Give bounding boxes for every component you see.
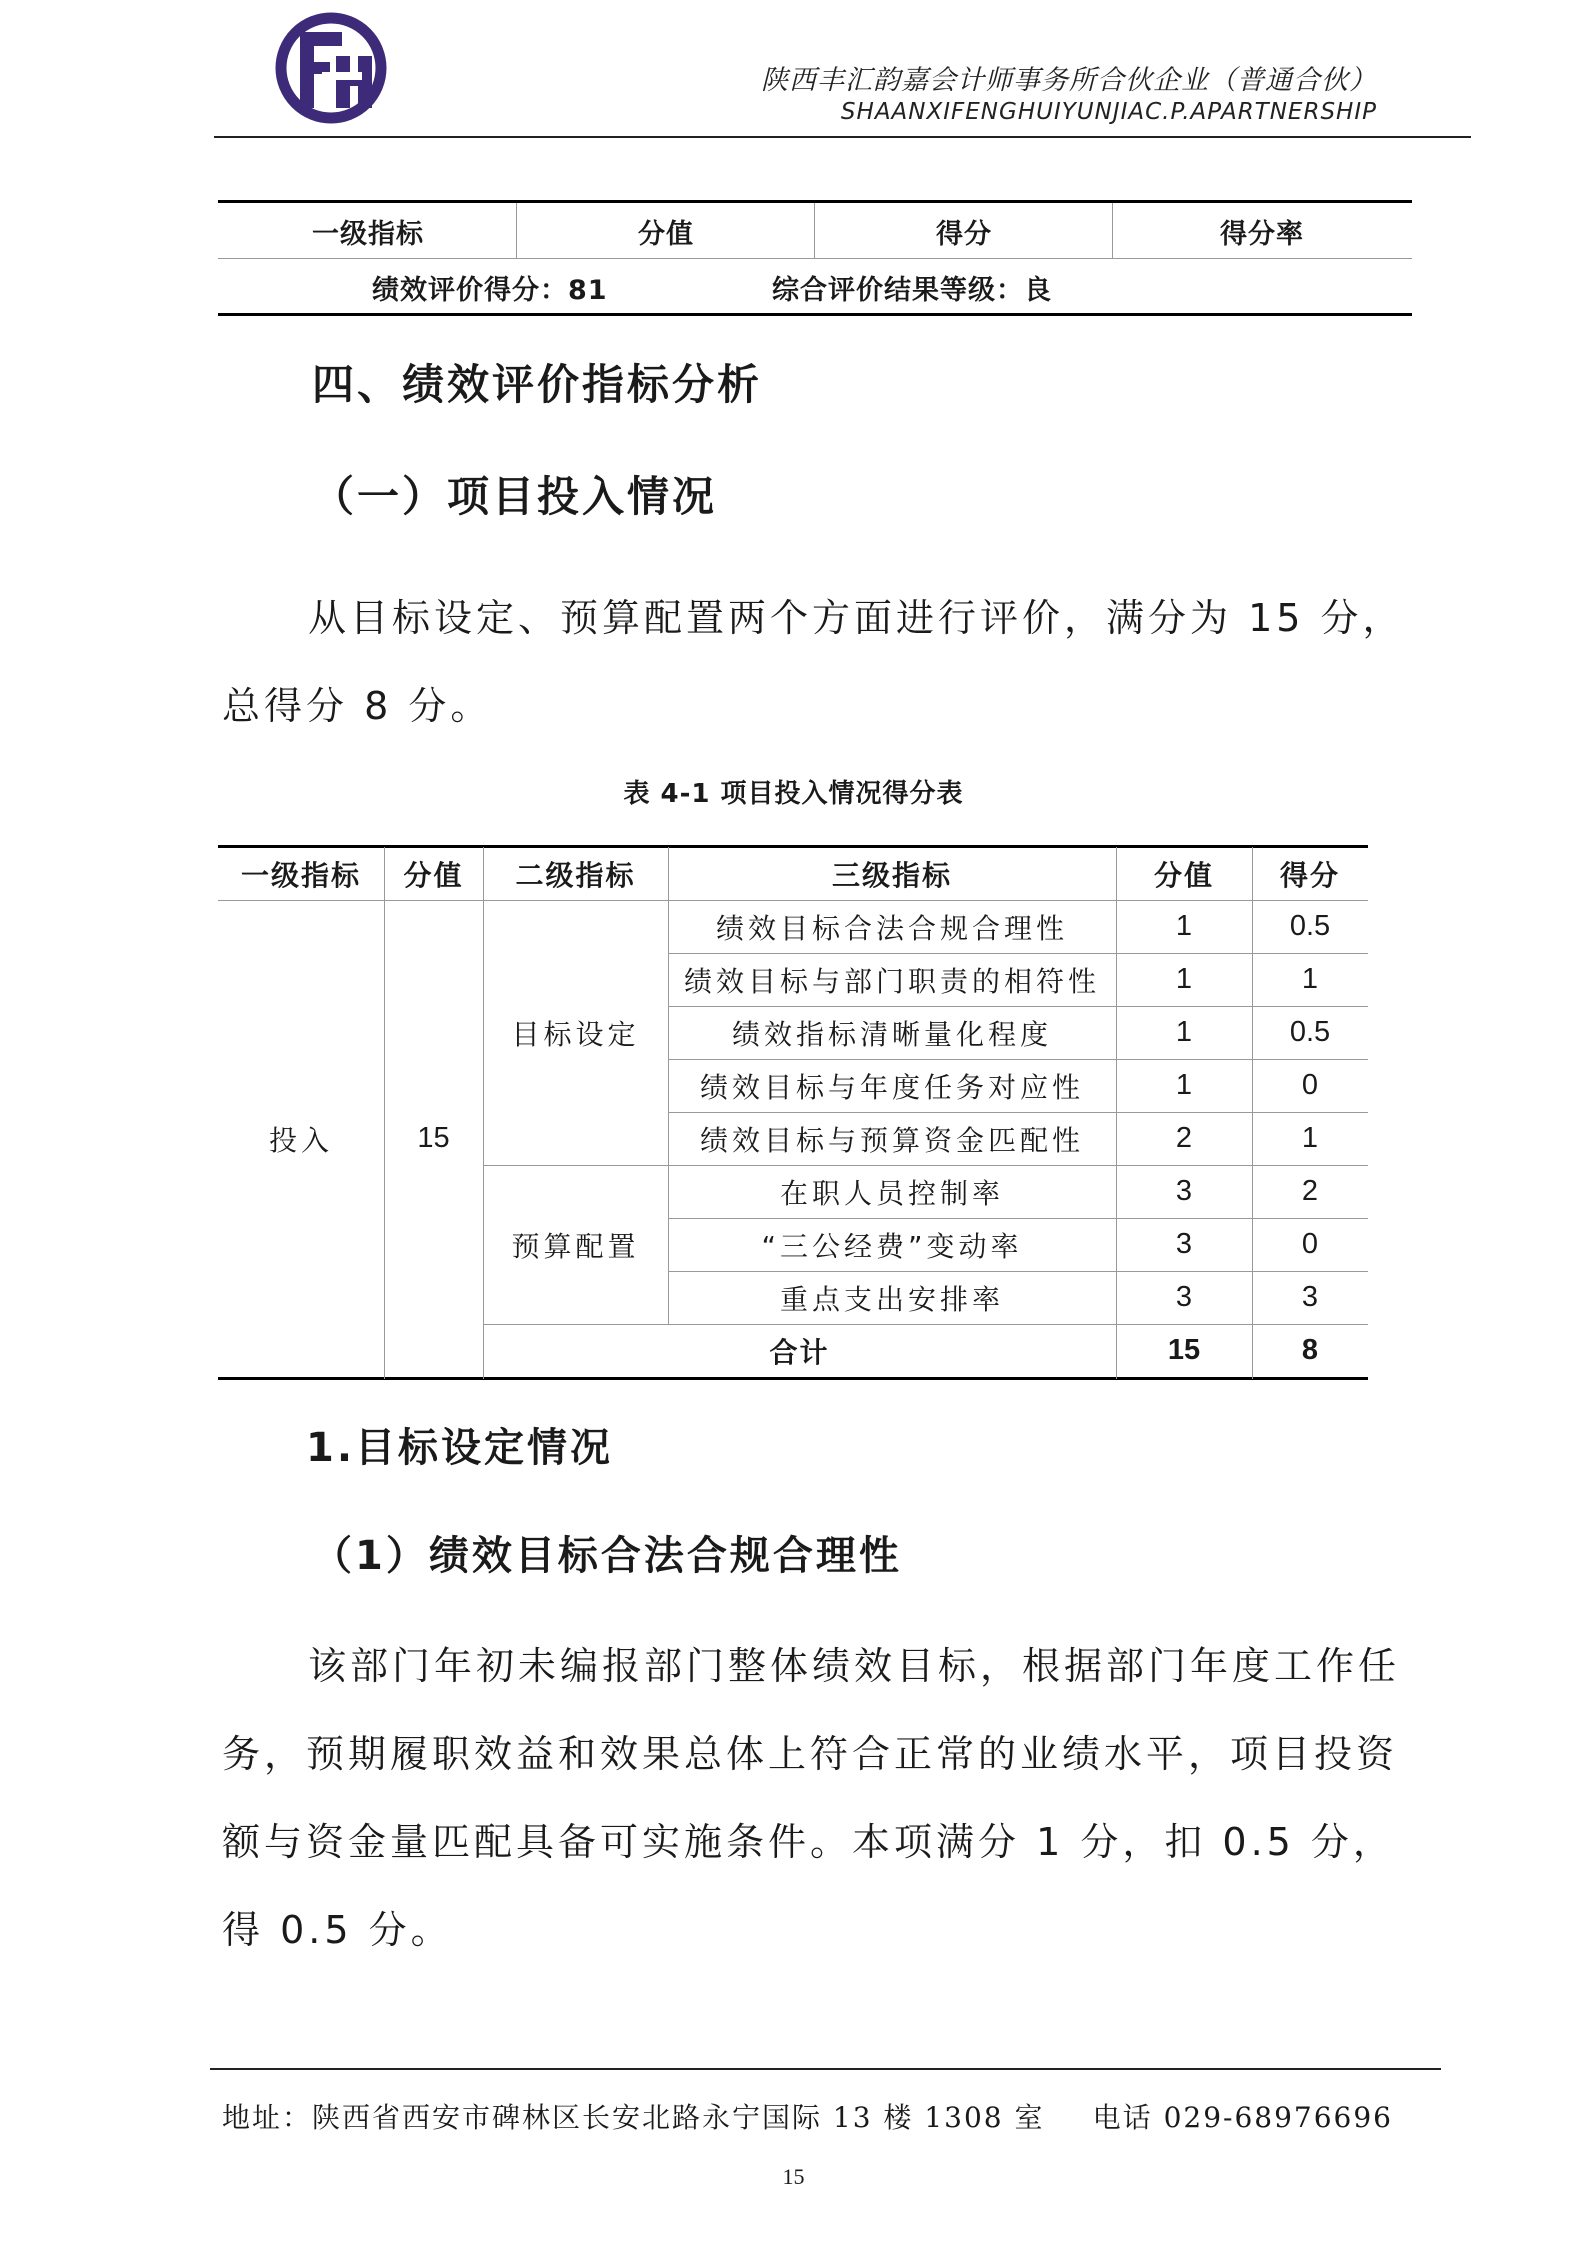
- grade-text: 综合评价结果等级：良: [772, 275, 1052, 306]
- body-paragraph: 该部门年初未编报部门整体绩效目标，根据部门年度工作任务，预期履职效益和效果总体上符合正常的业绩水平，项目投资额与资金量匹配具备可实施条件。本项满分 1 分，扣 0.5 分，得 0.5 分。: [222, 1644, 1401, 1952]
- total-max-cell: 15: [1167, 1334, 1201, 1366]
- summary-table-divider: [516, 203, 517, 258]
- summary-header-cell: 得分: [936, 219, 992, 250]
- table-header-cell: 分值: [1153, 858, 1214, 892]
- total-score-text: 绩效评价得分：81: [372, 275, 608, 306]
- score-cell: 2: [1301, 1175, 1319, 1207]
- footer-address: 地址：陕西省西安市碑林区长安北路永宁国际 13 楼 1308 室: [222, 2101, 1045, 2134]
- table-header-cell: 三级指标: [831, 858, 952, 892]
- level3-indicator-cell: 绩效目标与预算资金匹配性: [699, 1123, 1084, 1157]
- max-score-cell: 3: [1175, 1228, 1193, 1260]
- max-score-cell: 2: [1175, 1122, 1193, 1154]
- max-score-cell: 1: [1175, 910, 1193, 942]
- summary-table-divider: [814, 203, 815, 258]
- table-header-cell: 二级指标: [515, 858, 636, 892]
- subsection-heading: （一）项目投入情况: [312, 472, 718, 521]
- table-caption: 表 4-1 项目投入情况得分表: [623, 779, 964, 809]
- table-header-cell: 分值: [403, 858, 464, 892]
- summary-header-cell: 一级指标: [312, 219, 424, 250]
- firm-logo-icon: [272, 12, 390, 124]
- max-score-cell: 1: [1175, 1069, 1193, 1101]
- summary-header-cell: 分值: [638, 219, 694, 250]
- subheading-compliance: （1）绩效目标合法合规合理性: [312, 1533, 902, 1579]
- score-cell: 0: [1301, 1228, 1319, 1260]
- level2-indicator-cell: 预算配置: [511, 1229, 640, 1263]
- level3-indicator-cell: 在职人员控制率: [779, 1176, 1004, 1210]
- score-cell: 0.5: [1289, 1016, 1331, 1048]
- firm-name-chinese: 陕西丰汇韵嘉会计师事务所合伙企业（普通合伙）: [761, 65, 1377, 96]
- footer-phone: 电话 029-68976696: [1092, 2101, 1393, 2134]
- level1-score-cell: 15: [417, 1122, 450, 1154]
- score-cell: 1: [1301, 1122, 1319, 1154]
- total-label-cell: 合计: [769, 1335, 830, 1369]
- max-score-cell: 1: [1175, 963, 1193, 995]
- level3-indicator-cell: 绩效指标清晰量化程度: [731, 1017, 1052, 1051]
- max-score-cell: 3: [1175, 1281, 1193, 1313]
- score-cell: 0: [1301, 1069, 1319, 1101]
- level3-indicator-cell: “三公经费”变动率: [761, 1229, 1023, 1263]
- summary-header-cell: 得分率: [1220, 219, 1304, 250]
- summary-table-divider: [1112, 203, 1113, 258]
- max-score-cell: 3: [1175, 1175, 1193, 1207]
- page-number: 15: [782, 2164, 805, 2189]
- level2-indicator-cell: 目标设定: [511, 1017, 640, 1051]
- max-score-cell: 1: [1175, 1016, 1193, 1048]
- table-header-cell: 一级指标: [240, 858, 361, 892]
- level3-indicator-cell: 绩效目标与年度任务对应性: [699, 1070, 1084, 1104]
- score-cell: 1: [1301, 963, 1319, 995]
- level3-indicator-cell: 绩效目标合法合规合理性: [715, 911, 1068, 945]
- summary-table-row-rule: [218, 258, 1412, 259]
- footer-divider: [210, 2068, 1441, 2070]
- subheading-target-setting: 1.目标设定情况: [306, 1425, 614, 1471]
- summary-table-bottom-rule: [218, 313, 1412, 316]
- table-header-cell: 得分: [1279, 858, 1340, 892]
- intro-paragraph: 从目标设定、预算配置两个方面进行评价，满分为 15 分，总得分 8 分。: [222, 596, 1405, 728]
- total-score-cell: 8: [1301, 1334, 1319, 1366]
- firm-name-english: SHAANXIFENGHUIYUNJIAC.P.APARTNERSHIP: [840, 99, 1377, 125]
- level3-indicator-cell: 绩效目标与部门职责的相符性: [683, 964, 1100, 998]
- level3-indicator-cell: 重点支出安排率: [779, 1282, 1004, 1316]
- table-bottom-rule: [218, 1377, 1368, 1380]
- level1-indicator-cell: 投入: [268, 1123, 333, 1157]
- summary-table-top-rule: [218, 200, 1412, 203]
- score-cell: 3: [1301, 1281, 1319, 1313]
- section-heading: 四、绩效评价指标分析: [312, 360, 763, 409]
- score-cell: 0.5: [1289, 910, 1331, 942]
- header-divider: [214, 136, 1471, 138]
